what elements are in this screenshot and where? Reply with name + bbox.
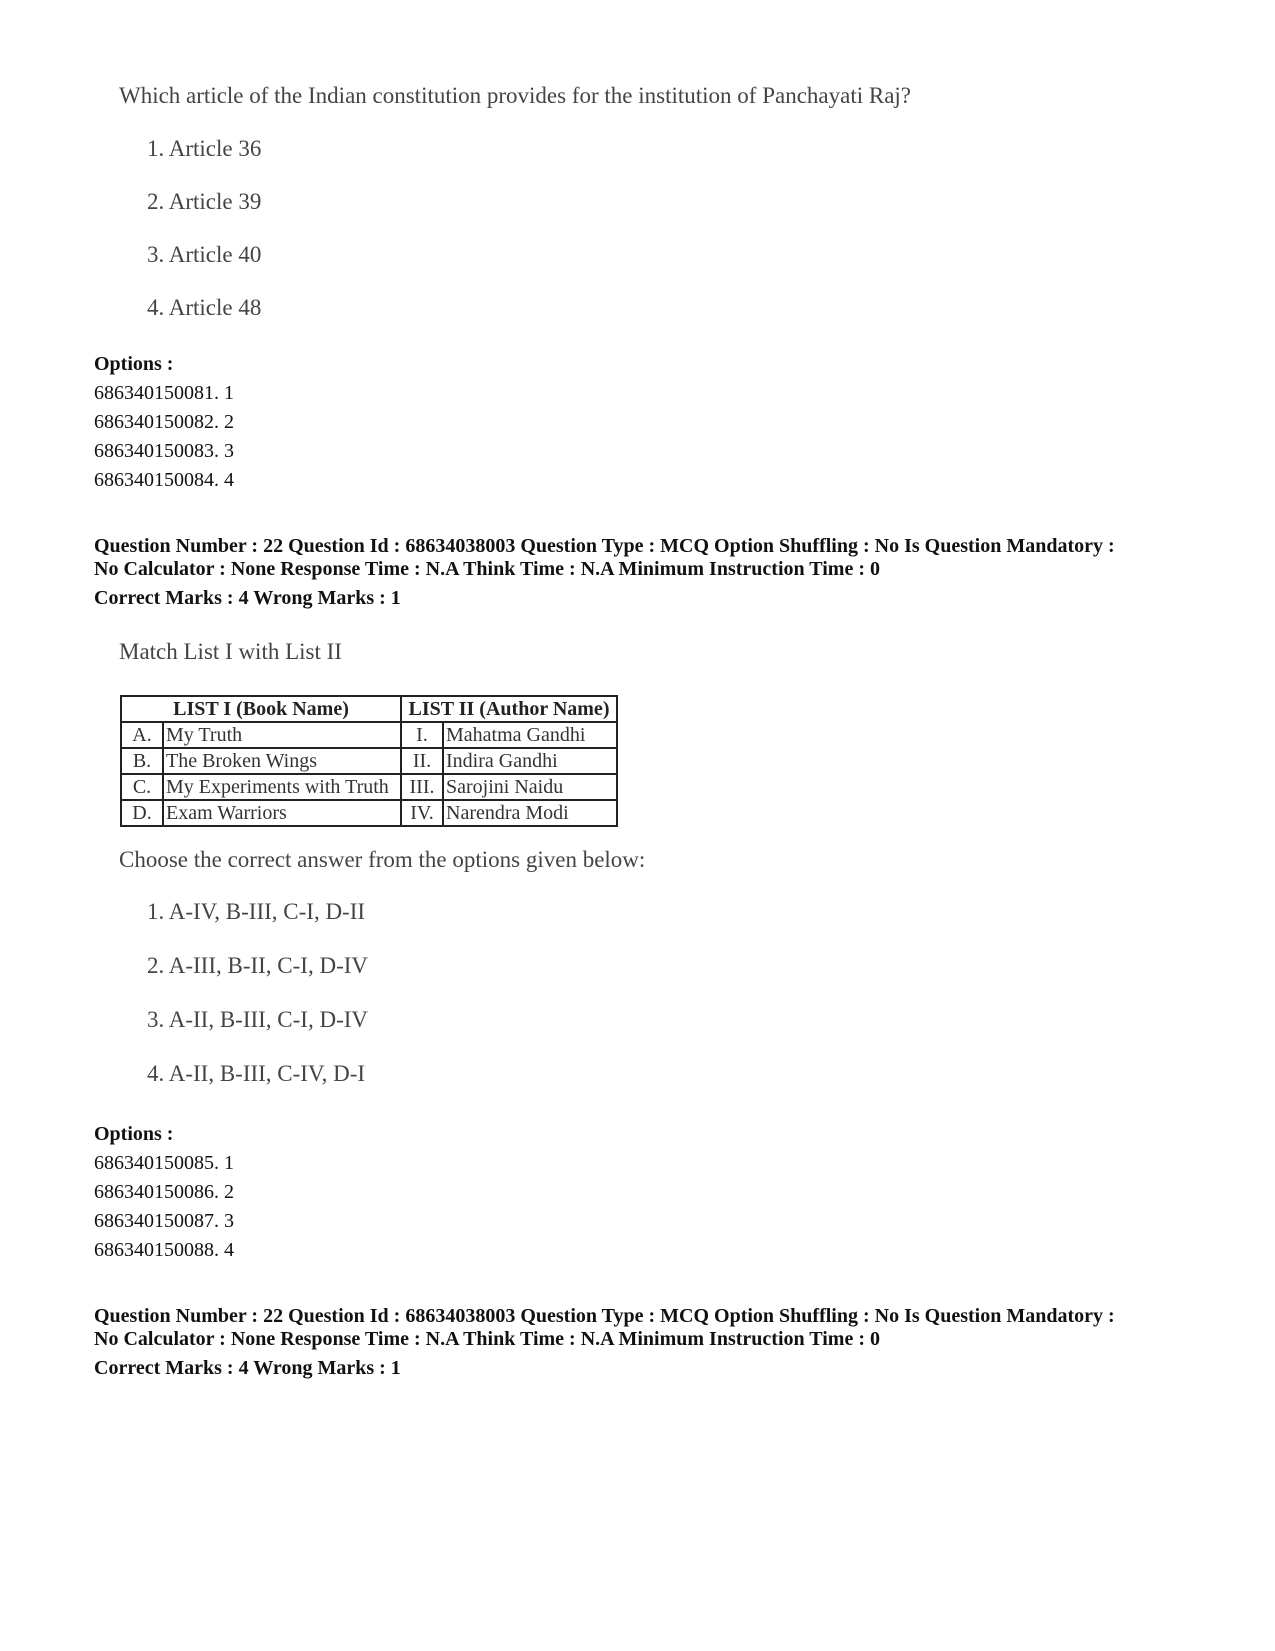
book-name: The Broken Wings xyxy=(163,748,401,774)
list1-header: LIST I (Book Name) xyxy=(121,696,401,722)
question-choice-2: 2. Article 39 xyxy=(147,189,262,214)
author-name: Sarojini Naidu xyxy=(443,774,617,800)
question-meta-line-1: Question Number : 22 Question Id : 68634038003 Question Type : MCQ Option Shuffling : No Is Question Mandatory : xyxy=(94,535,1115,557)
row-key: D. xyxy=(121,800,163,826)
table-row xyxy=(121,722,617,748)
row-roman: III. xyxy=(401,774,443,800)
author-name: Mahatma Gandhi xyxy=(443,722,617,748)
question-choice-4: 4. A-II, B-III, C-IV, D-I xyxy=(147,1061,366,1086)
question-choice-3: 3. Article 40 xyxy=(147,242,262,267)
row-key: B. xyxy=(121,748,163,774)
option-id: 686340150085. 1 xyxy=(94,1152,234,1174)
question-stem: Match List I with List II xyxy=(119,639,342,664)
book-name: Exam Warriors xyxy=(163,800,401,826)
row-roman: I. xyxy=(401,722,443,748)
option-id: 686340150084. 4 xyxy=(94,469,234,491)
question-instruction: Choose the correct answer from the options given below: xyxy=(119,847,646,872)
row-roman: IV. xyxy=(401,800,443,826)
option-id: 686340150086. 2 xyxy=(94,1181,234,1203)
question-choice-4: 4. Article 48 xyxy=(147,295,262,320)
match-table-header xyxy=(121,696,617,722)
option-id: 686340150088. 4 xyxy=(94,1239,234,1261)
list2-header: LIST II (Author Name) xyxy=(401,696,617,722)
row-key: C. xyxy=(121,774,163,800)
row-roman: II. xyxy=(401,748,443,774)
question-choice-1: 1. Article 36 xyxy=(147,136,262,161)
question-marks: Correct Marks : 4 Wrong Marks : 1 xyxy=(94,1357,401,1379)
question-meta-line-2: No Calculator : None Response Time : N.A Think Time : N.A Minimum Instruction Time : 0 xyxy=(94,1328,880,1350)
option-id: 686340150081. 1 xyxy=(94,382,234,404)
author-name: Indira Gandhi xyxy=(443,748,617,774)
book-name: My Experiments with Truth xyxy=(163,774,401,800)
options-label: Options : xyxy=(94,353,174,375)
options-label: Options : xyxy=(94,1123,174,1145)
table-row xyxy=(121,748,617,774)
question-marks: Correct Marks : 4 Wrong Marks : 1 xyxy=(94,587,401,609)
book-name: My Truth xyxy=(163,722,401,748)
option-id: 686340150087. 3 xyxy=(94,1210,234,1232)
option-id: 686340150082. 2 xyxy=(94,411,234,433)
question-stem: Which article of the Indian constitution provides for the institution of Panchayati Raj? xyxy=(119,83,912,108)
question-meta-line-2: No Calculator : None Response Time : N.A Think Time : N.A Minimum Instruction Time : 0 xyxy=(94,558,880,580)
option-id: 686340150083. 3 xyxy=(94,440,234,462)
table-row xyxy=(121,800,617,826)
question-choice-3: 3. A-II, B-III, C-I, D-IV xyxy=(147,1007,368,1032)
author-name: Narendra Modi xyxy=(443,800,617,826)
question-meta-line-1: Question Number : 22 Question Id : 68634038003 Question Type : MCQ Option Shuffling : No Is Question Mandatory : xyxy=(94,1305,1115,1327)
table-row xyxy=(121,774,617,800)
row-key: A. xyxy=(121,722,163,748)
question-choice-2: 2. A-III, B-II, C-I, D-IV xyxy=(147,953,368,978)
match-table xyxy=(120,695,618,827)
question-choice-1: 1. A-IV, B-III, C-I, D-II xyxy=(147,899,366,924)
